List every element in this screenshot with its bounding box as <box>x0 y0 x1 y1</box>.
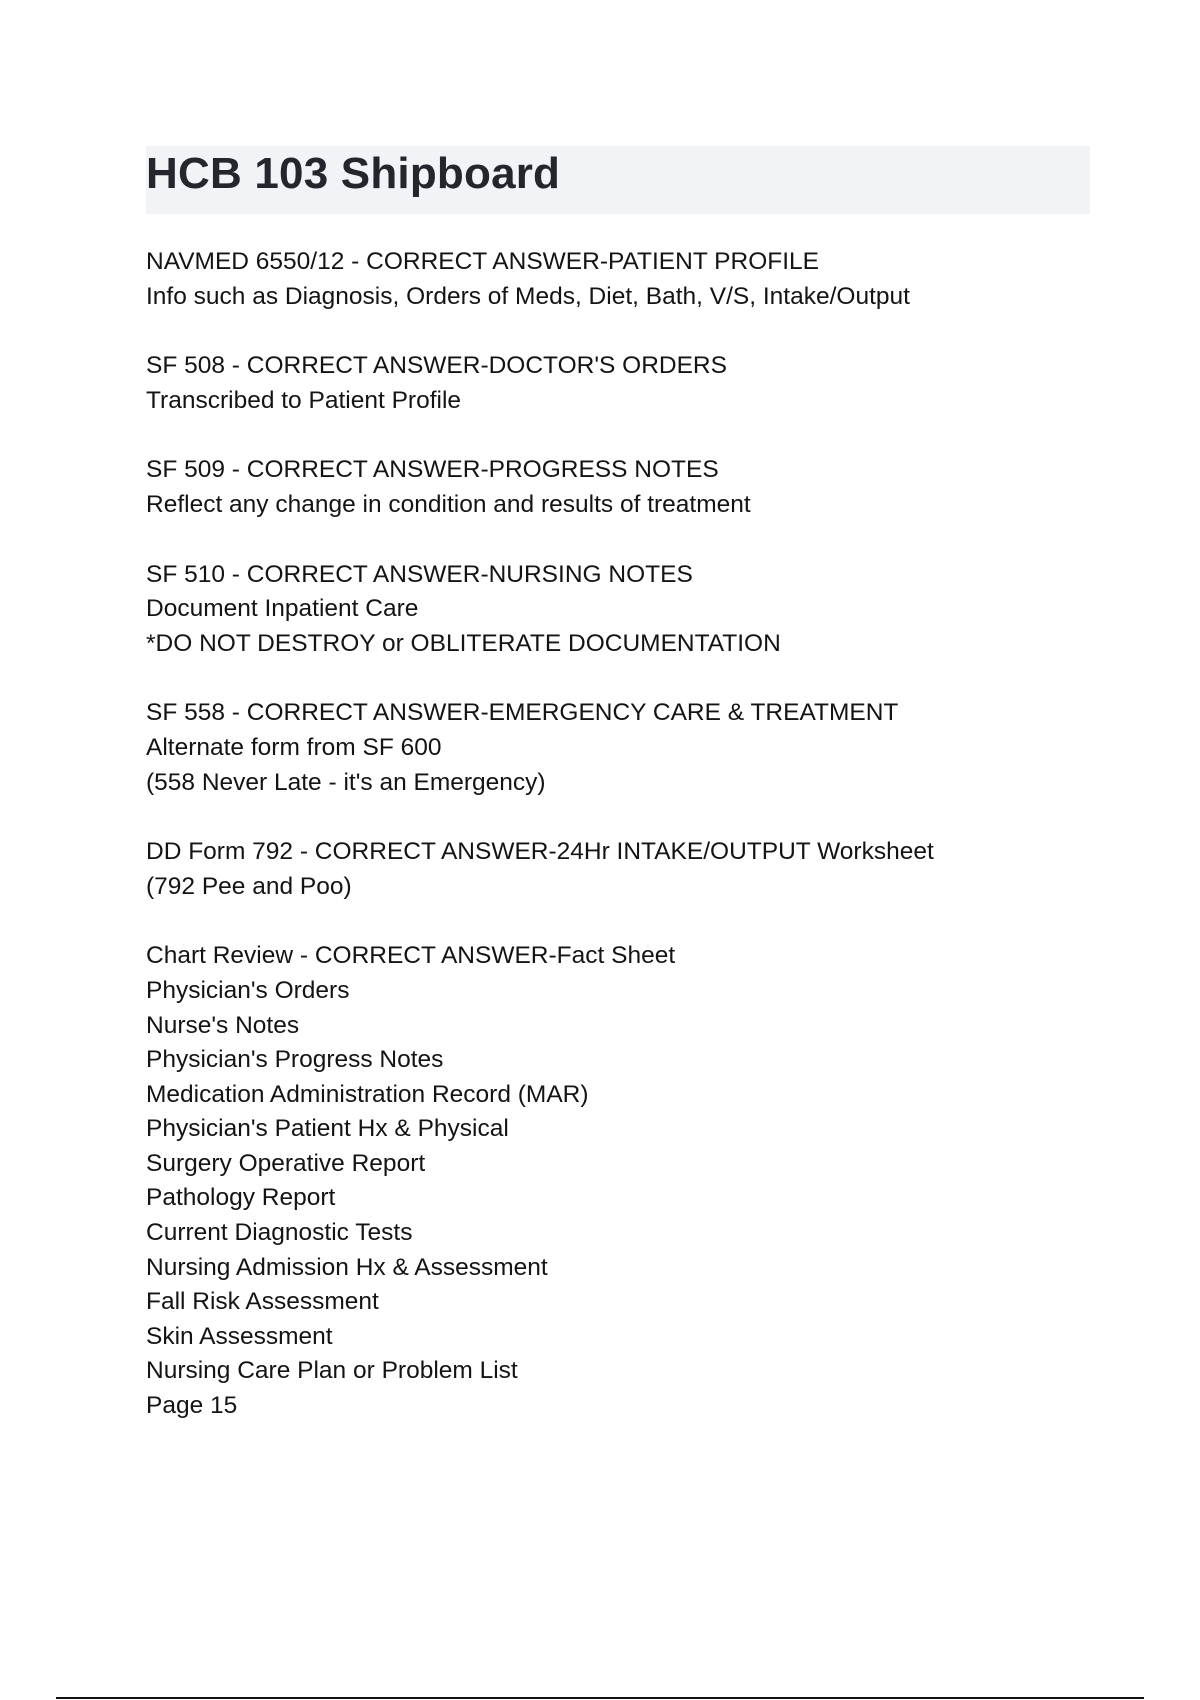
entry-list-item: Skin Assessment <box>146 1322 333 1350</box>
entry-term-line: SF 509 - CORRECT ANSWER-PROGRESS NOTES <box>146 456 719 484</box>
entry-sf-510 <box>146 558 1096 662</box>
entry-navmed-6550-12 <box>146 245 1096 314</box>
entry-term-line: Chart Review - CORRECT ANSWER-Fact Sheet <box>146 942 676 970</box>
entry-term-line: SF 508 - CORRECT ANSWER-DOCTOR'S ORDERS <box>146 352 727 380</box>
entry-detail-line: Alternate form from SF 600 <box>146 733 442 761</box>
entry-detail-line: Document Inpatient Care <box>146 595 419 623</box>
entry-sf-508 <box>146 349 1096 418</box>
entry-list-item: Current Diagnostic Tests <box>146 1219 413 1247</box>
entry-detail-line: (558 Never Late - it's an Emergency) <box>146 768 546 796</box>
entry-detail-line: Info such as Diagnosis, Orders of Meds, Diet, Bath, V/S, Intake/Output <box>146 282 910 310</box>
entry-list-item: Nursing Care Plan or Problem List <box>146 1357 518 1385</box>
entry-detail-line: Reflect any change in condition and results of treatment <box>146 490 751 518</box>
entry-term-line: SF 558 - CORRECT ANSWER-EMERGENCY CARE & TREATMENT <box>146 699 899 727</box>
footer-divider <box>56 1697 1144 1699</box>
entry-list-item: Pathology Report <box>146 1184 336 1212</box>
entry-list-item: Surgery Operative Report <box>146 1149 426 1177</box>
entry-chart-review <box>146 939 1096 1423</box>
entry-term-line: SF 510 - CORRECT ANSWER-NURSING NOTES <box>146 560 693 588</box>
document-body <box>146 245 1096 1459</box>
entry-detail-line: Transcribed to Patient Profile <box>146 386 462 414</box>
entry-list-item: Fall Risk Assessment <box>146 1288 379 1316</box>
entry-list-item: Physician's Patient Hx & Physical <box>146 1115 509 1143</box>
entry-list-item: Nurse's Notes <box>146 1011 300 1039</box>
entry-sf-558 <box>146 696 1096 800</box>
page-number-line: Page 15 <box>146 1392 238 1420</box>
entry-sf-509 <box>146 453 1096 522</box>
entry-list-item: Nursing Admission Hx & Assessment <box>146 1253 548 1281</box>
entry-list-item: Medication Administration Record (MAR) <box>146 1080 589 1108</box>
entry-list-item: Physician's Progress Notes <box>146 1046 444 1074</box>
page-title: HCB 103 Shipboard <box>146 149 561 198</box>
entry-term-line: NAVMED 6550/12 - CORRECT ANSWER-PATIENT PROFILE <box>146 248 819 275</box>
entry-term-line: DD Form 792 - CORRECT ANSWER-24Hr INTAKE/OUTPUT Worksheet <box>146 838 934 866</box>
entry-list-item: Physician's Orders <box>146 976 350 1004</box>
entry-dd-form-792 <box>146 835 1096 904</box>
entry-detail-line: *DO NOT DESTROY or OBLITERATE DOCUMENTATION <box>146 629 781 657</box>
entry-detail-line: (792 Pee and Poo) <box>146 872 352 900</box>
